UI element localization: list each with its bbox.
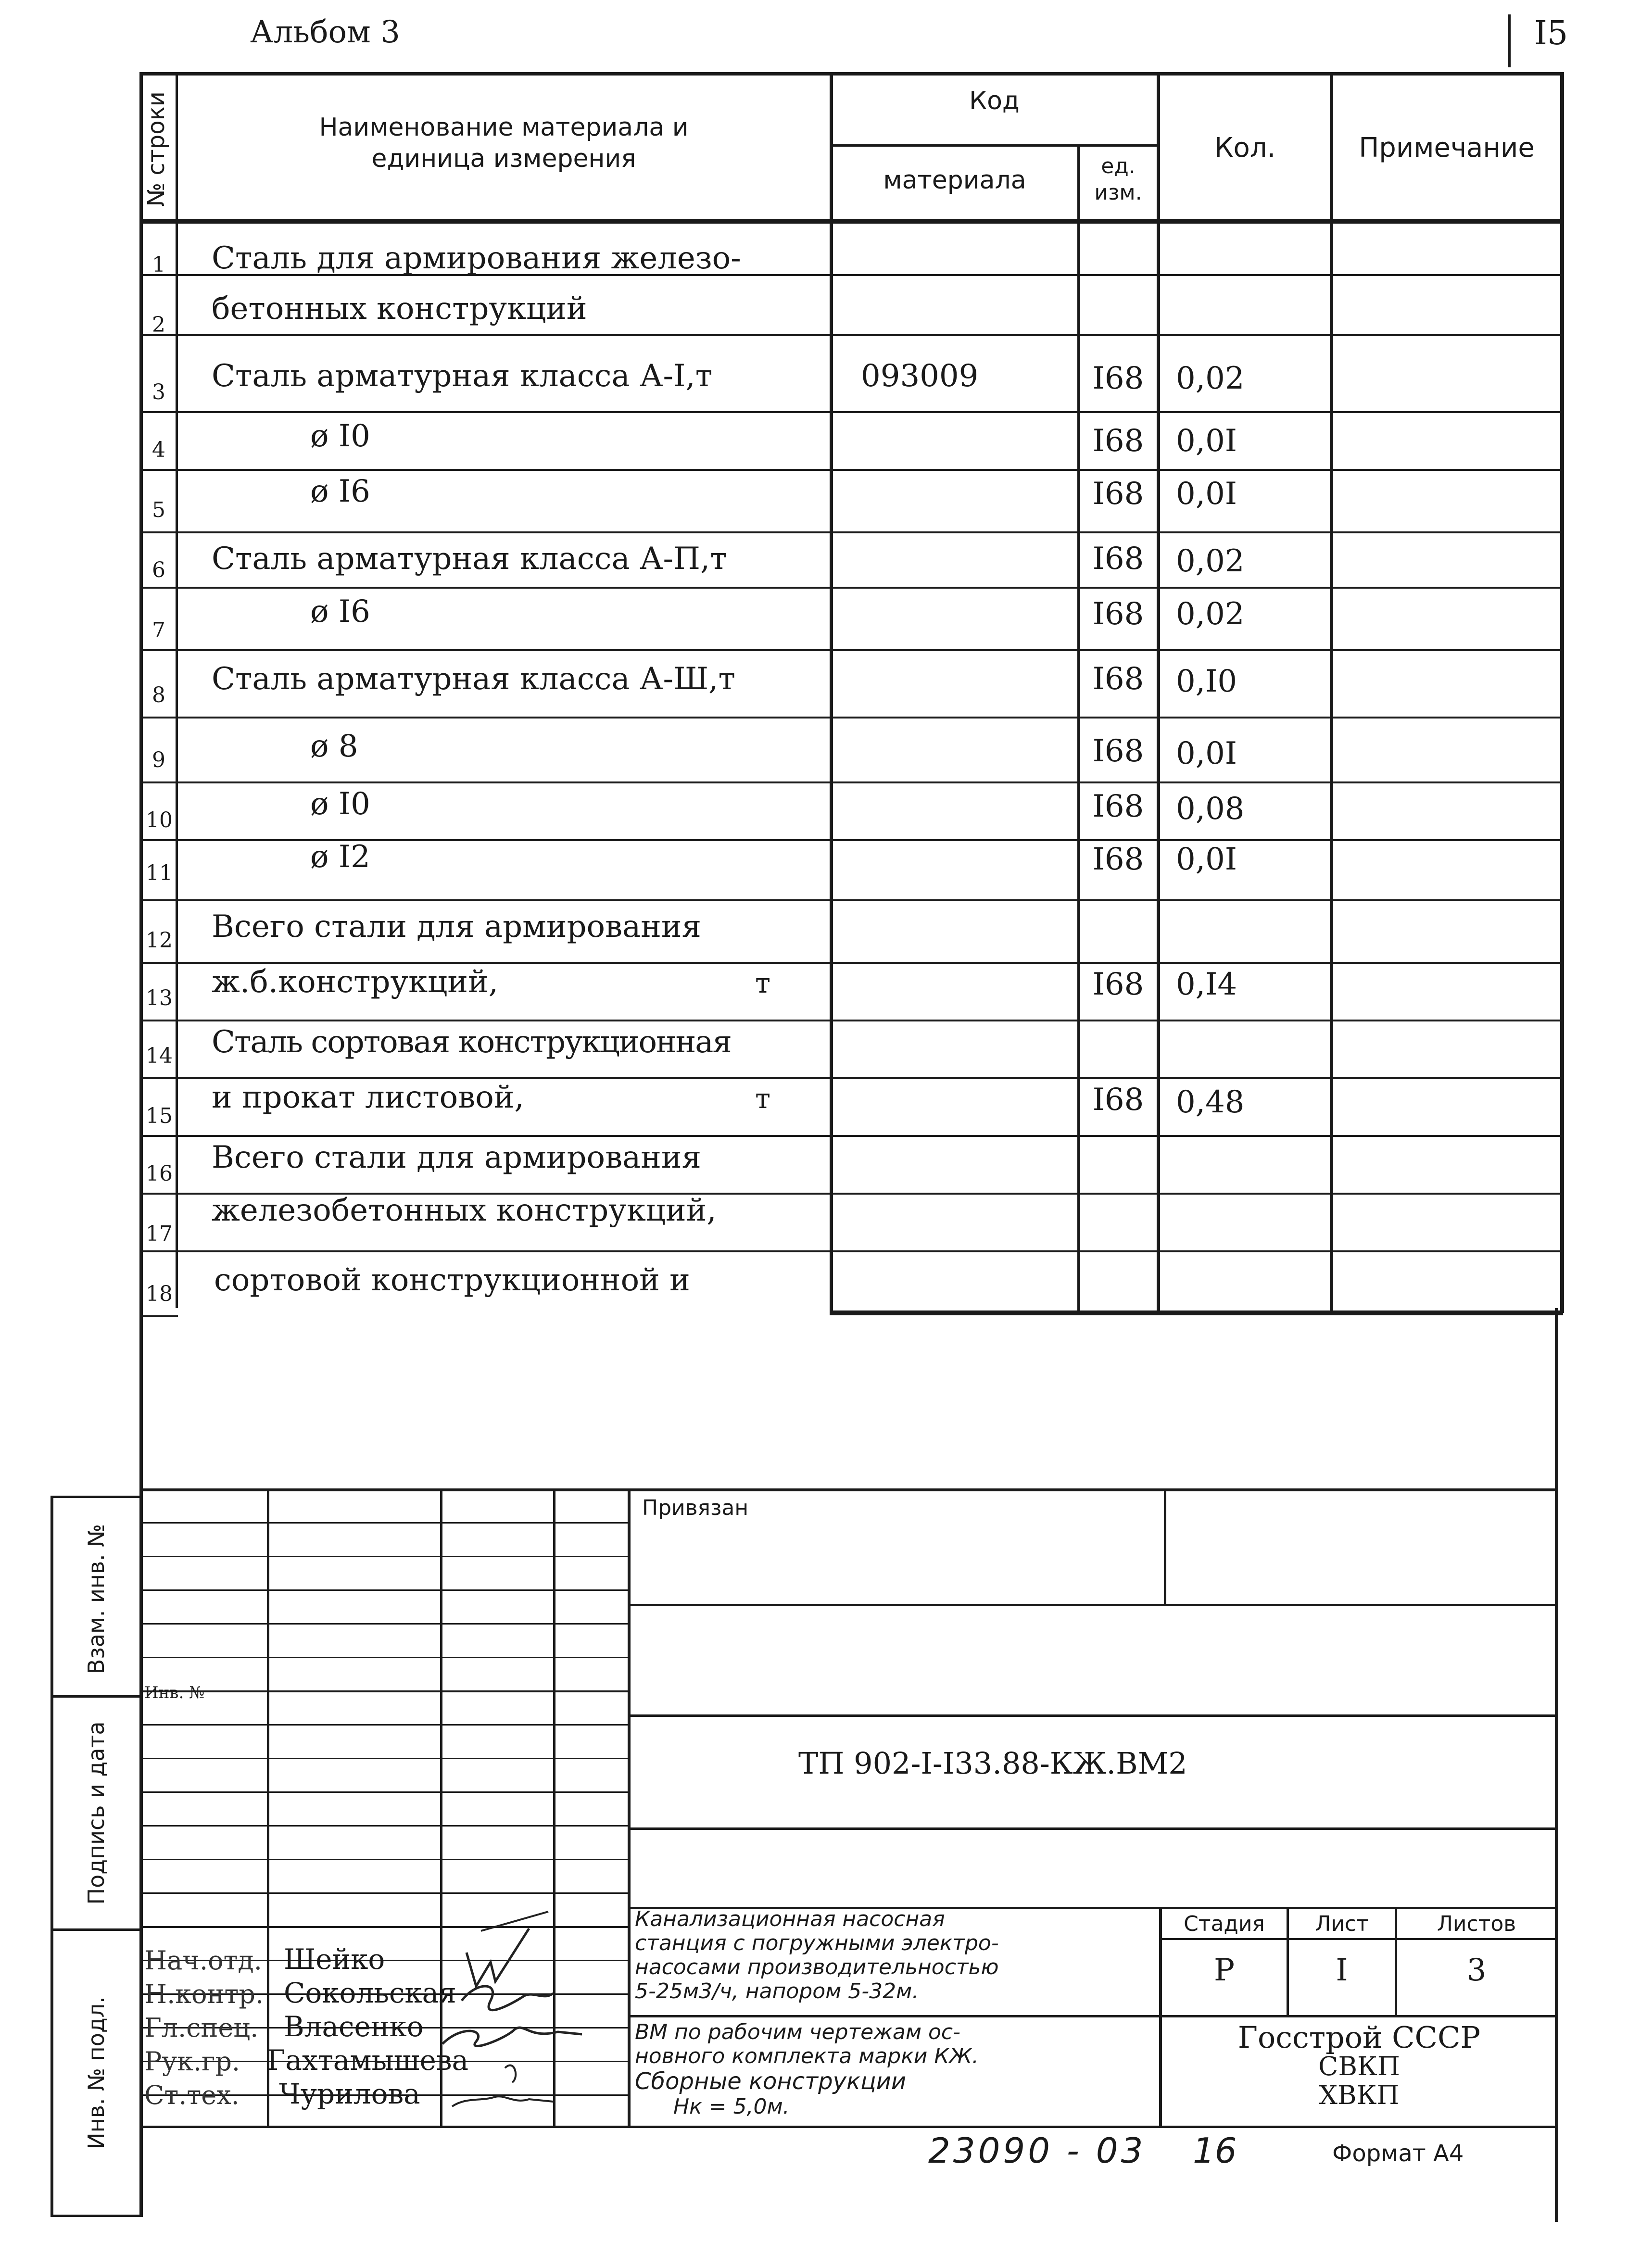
row-unit: I68 (1092, 1082, 1144, 1118)
row-unit: I68 (1092, 596, 1144, 632)
sheets-label: Листов (1437, 1912, 1516, 1936)
row-unit: I68 (1092, 423, 1144, 459)
row-name: Сталь для армирования железо- (212, 240, 741, 276)
col-code-material: материала (883, 166, 1026, 195)
row-number: 16 (146, 1161, 173, 1186)
row-unit: I68 (1092, 661, 1144, 697)
side-label-inv: Инв. № подл. (83, 1996, 109, 2149)
person-name: Гахтамышева (267, 2044, 469, 2077)
sheet-title-line: Сборные конструкции (635, 2068, 907, 2095)
row-name: ø I0 (310, 786, 370, 822)
col-name-line1: Наименование материала и (319, 113, 689, 142)
person-name: Чурилова (279, 2078, 420, 2110)
row-unit: I68 (1092, 789, 1144, 824)
row-name: ø 8 (310, 729, 358, 764)
row-number: 2 (152, 313, 165, 337)
row-number: 9 (152, 748, 165, 772)
role: Нач.отд. (144, 1945, 262, 1976)
sheet-value: I (1336, 1953, 1348, 1988)
row-number: 4 (152, 438, 165, 462)
row-number: 15 (146, 1104, 173, 1128)
row-name: Всего стали для армирования (212, 909, 701, 945)
header-divider (1508, 14, 1511, 67)
row-name: Сталь арматурная класса А-I,т (212, 358, 713, 394)
role: Рук.гр. (144, 2046, 240, 2077)
row-name: Сталь сортовая конструкционная (212, 1024, 731, 1060)
org-line2: СВКП (1318, 2051, 1400, 2081)
col-qty: Кол. (1214, 132, 1276, 164)
row-name: ø I6 (310, 594, 370, 630)
row-name: сортовой конструкционной и (214, 1262, 690, 1298)
row-name: ø I0 (310, 418, 370, 454)
row-number: 13 (146, 986, 173, 1010)
row-qty: 0,02 (1176, 543, 1245, 579)
sheet-title-line: ВМ по рабочим чертежам ос- (635, 2020, 960, 2044)
row-name-unit: т (755, 967, 771, 999)
stage-value: Р (1213, 1953, 1235, 1988)
side-label-podpis: Подпись и дата (83, 1721, 109, 1905)
footer-sub: 16 (1193, 2130, 1237, 2171)
row-unit: I68 (1092, 476, 1144, 512)
document-code: ТП 902-I-I33.88-КЖ.ВМ2 (798, 1746, 1187, 1781)
org-line3: ХВКП (1319, 2080, 1400, 2110)
row-number: 12 (146, 928, 173, 953)
col-row-number: № строки (143, 91, 170, 207)
inv-no-label: Инв. № (144, 1683, 205, 1702)
row-qty: 0,0I (1176, 476, 1237, 512)
album-label: Альбом 3 (250, 14, 400, 50)
description-line: насосами производительностью (635, 1955, 999, 1979)
person-name: Власенко (284, 2010, 424, 2043)
col-note: Примечание (1359, 132, 1535, 164)
col-code-unit-2: изм. (1094, 180, 1142, 205)
row-name-unit: т (755, 1082, 771, 1115)
privyazan-label: Привязан (642, 1496, 749, 1520)
row-name: Сталь арматурная класса А-П,т (212, 541, 727, 577)
row-number: 5 (152, 498, 165, 522)
sheet-title-line: новного комплекта марки КЖ. (635, 2044, 979, 2068)
row-number: 10 (146, 808, 173, 832)
row-qty: 0,08 (1176, 791, 1245, 827)
format-label: Формат А4 (1332, 2140, 1464, 2167)
row-qty: 0,0I (1176, 736, 1237, 771)
side-label-vzam: Взам. инв. № (83, 1524, 109, 1675)
sheet-title-line: Нк = 5,0м. (673, 2094, 790, 2119)
col-name-line2: единица измерения (371, 144, 636, 173)
row-number: 1 (152, 252, 165, 277)
page-number: I5 (1534, 14, 1568, 52)
row-unit: I68 (1092, 842, 1144, 877)
sheet-label: Лист (1315, 1912, 1369, 1936)
row-unit: I68 (1092, 967, 1144, 1002)
row-number: 6 (152, 558, 165, 582)
row-name: Всего стали для армирования (212, 1140, 701, 1175)
row-qty: 0,02 (1176, 596, 1245, 632)
role: Н.контр. (144, 1979, 264, 2009)
col-code-unit-1: ед. (1101, 154, 1136, 178)
row-name: Сталь арматурная класса А-Ш,т (212, 661, 735, 697)
role: Гл.спец. (144, 2013, 259, 2043)
row-qty: 0,02 (1176, 361, 1245, 396)
row-number: 7 (152, 618, 165, 643)
stage-label: Стадия (1184, 1912, 1265, 1936)
row-number: 18 (146, 1282, 173, 1306)
row-unit: I68 (1092, 733, 1144, 769)
person-name: Сокольская (284, 1977, 456, 2009)
row-number: 3 (152, 380, 165, 404)
row-number: 11 (146, 861, 173, 885)
row-qty: 0,0I (1176, 423, 1237, 459)
description-line: 5-25м3/ч, напором 5-32м. (635, 1979, 919, 2003)
role: Ст.тех. (144, 2080, 240, 2110)
row-qty: 0,0I (1176, 842, 1237, 877)
row-name: железобетонных конструкций, (212, 1193, 717, 1228)
col-code: Код (969, 87, 1020, 115)
description-line: станция с погружными электро- (635, 1931, 999, 1955)
row-qty: 0,I0 (1176, 664, 1237, 699)
row-name: и прокат листовой, (212, 1080, 524, 1115)
footer-number: 23090 - 03 (928, 2130, 1146, 2171)
row-number: 8 (152, 683, 165, 707)
row-code: 093009 (861, 358, 979, 394)
row-qty: 0,48 (1176, 1084, 1245, 1120)
signatures (433, 1909, 635, 2121)
org-line1: Госстрой СССР (1237, 2020, 1481, 2055)
row-name: ø I6 (310, 474, 370, 509)
description-line: Канализационная насосная (635, 1907, 945, 1931)
row-unit: I68 (1092, 361, 1144, 396)
row-name: ø I2 (310, 839, 370, 875)
row-unit: I68 (1092, 541, 1144, 577)
row-number: 17 (146, 1222, 173, 1246)
row-name: ж.б.конструкций, (212, 964, 498, 1000)
sheets-value: 3 (1466, 1953, 1487, 1988)
person-name: Шейко (284, 1943, 385, 1976)
row-qty: 0,I4 (1176, 967, 1237, 1002)
row-name: бетонных конструкций (212, 291, 587, 327)
row-number: 14 (146, 1044, 173, 1068)
